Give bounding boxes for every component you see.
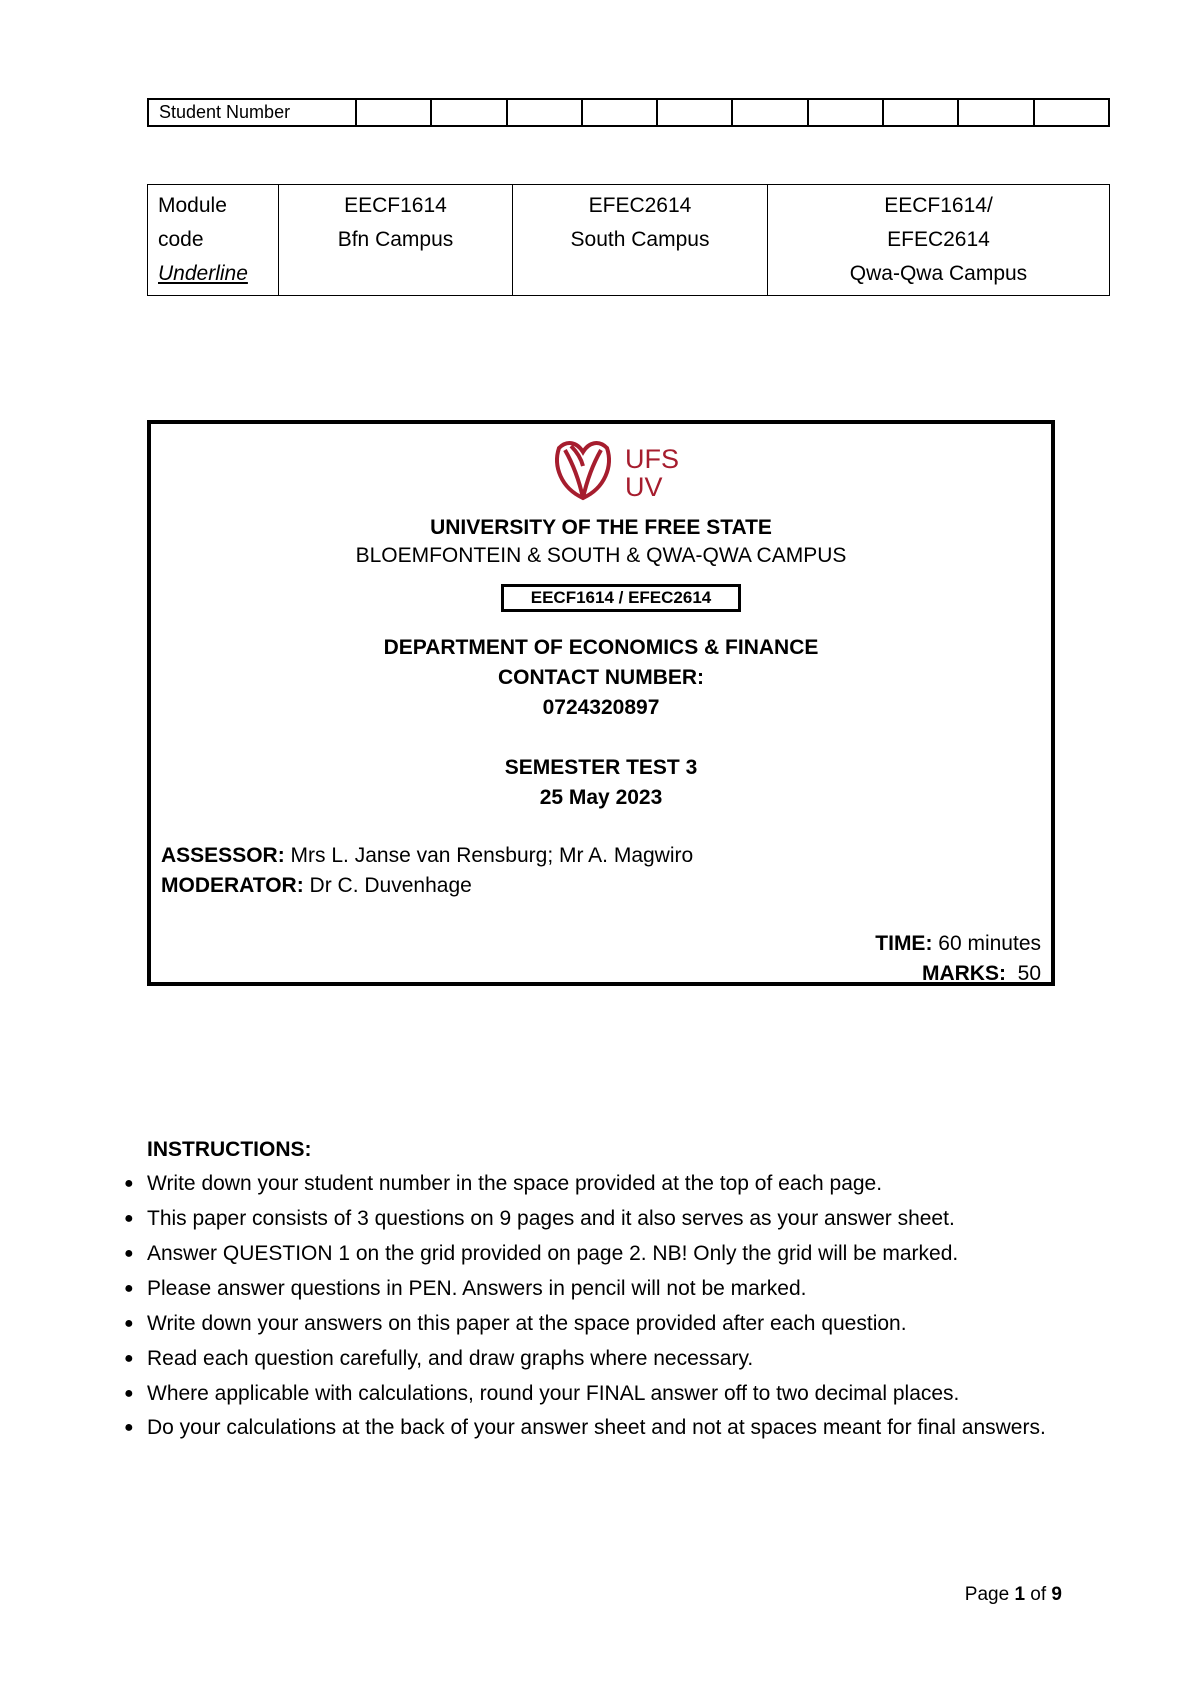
logo-text-ufs: UFS bbox=[625, 444, 679, 474]
bullet-icon: ● bbox=[124, 1280, 134, 1297]
module-code-value: EFEC2614 bbox=[588, 194, 692, 217]
instruction-item bbox=[122, 1166, 1062, 1201]
instruction-item bbox=[122, 1341, 1062, 1376]
module-code-label-line: code bbox=[158, 228, 204, 251]
page-number: 1 bbox=[1014, 1584, 1026, 1605]
department-name: DEPARTMENT OF ECONOMICS & FINANCE bbox=[383, 636, 819, 659]
page-total: 9 bbox=[1051, 1584, 1062, 1605]
instruction-text: Do your calculations at the back of your answer sheet and not at spaces meant for final answers. bbox=[147, 1416, 1046, 1439]
student-number-box[interactable] bbox=[431, 99, 506, 126]
instruction-text: Answer QUESTION 1 on the grid provided on page 2. NB! Only the grid will be marked. bbox=[147, 1242, 959, 1265]
module-code-table bbox=[147, 184, 1110, 296]
test-title: SEMESTER TEST 3 bbox=[504, 756, 698, 779]
assessor-label: ASSESSOR: bbox=[161, 844, 285, 867]
bullet-icon: ● bbox=[124, 1419, 134, 1436]
contact-label: CONTACT NUMBER: bbox=[497, 666, 705, 689]
marks-label: MARKS: bbox=[921, 962, 1006, 985]
bullet-icon: ● bbox=[124, 1175, 134, 1192]
assessor-names: Mrs L. Janse van Rensburg; Mr A. Magwiro bbox=[284, 844, 694, 867]
underline-instruction: Underline bbox=[158, 262, 248, 285]
instructions-list bbox=[122, 1166, 1062, 1445]
student-number-label: Student Number bbox=[148, 99, 356, 126]
instruction-item bbox=[122, 1376, 1062, 1411]
student-number-box[interactable] bbox=[507, 99, 582, 126]
instruction-text: Write down your student number in the space provided at the top of each page. bbox=[147, 1172, 883, 1195]
module-option-south[interactable] bbox=[513, 185, 768, 296]
instruction-text: This paper consists of 3 questions on 9 pages and it also serves as your answer sheet. bbox=[147, 1207, 955, 1230]
instruction-text: Write down your answers on this paper at the space provided after each question. bbox=[147, 1312, 907, 1335]
time-value: 60 minutes bbox=[932, 932, 1041, 955]
ufs-logo-mark bbox=[551, 436, 686, 506]
student-number-box[interactable] bbox=[808, 99, 883, 126]
page-footer bbox=[965, 1584, 1062, 1606]
campus-names: BLOEMFONTEIN & SOUTH & QWA-QWA CAMPUS bbox=[355, 544, 847, 567]
moderator-label: MODERATOR: bbox=[161, 874, 304, 897]
instruction-text: Where applicable with calculations, round your FINAL answer off to two decimal places. bbox=[147, 1382, 960, 1405]
marks-line bbox=[922, 962, 1041, 986]
module-option-qwaqwa[interactable] bbox=[768, 185, 1110, 296]
module-code-value: EFEC2614 bbox=[887, 228, 990, 251]
module-code-value: EECF1614/ bbox=[884, 194, 993, 217]
campus-name: South Campus bbox=[570, 228, 710, 251]
bullet-icon: ● bbox=[124, 1210, 134, 1227]
student-number-box[interactable] bbox=[356, 99, 431, 126]
student-number-table bbox=[147, 98, 1110, 127]
instructions-heading: INSTRUCTIONS: bbox=[147, 1138, 312, 1161]
module-code-value: EECF1614 bbox=[344, 194, 447, 217]
instruction-item bbox=[122, 1306, 1062, 1341]
student-number-box[interactable] bbox=[657, 99, 732, 126]
student-number-box[interactable] bbox=[883, 99, 958, 126]
module-code-box: EECF1614 / EFEC2614 bbox=[501, 584, 741, 612]
campus-name: Qwa-Qwa Campus bbox=[849, 262, 1028, 285]
instruction-item bbox=[122, 1271, 1062, 1306]
logo-text-uv: UV bbox=[625, 472, 663, 502]
ufs-logo bbox=[551, 436, 686, 506]
student-number-box[interactable] bbox=[582, 99, 657, 126]
campus-name: Bfn Campus bbox=[337, 228, 454, 251]
moderator-name: Dr C. Duvenhage bbox=[303, 874, 472, 897]
student-number-box[interactable] bbox=[1034, 99, 1109, 126]
page-label: Page bbox=[964, 1584, 1015, 1605]
module-code-label-cell bbox=[148, 185, 279, 296]
marks-value: 50 bbox=[1005, 962, 1041, 985]
page-of-label: of bbox=[1025, 1584, 1052, 1605]
assessor-line bbox=[161, 844, 693, 868]
instruction-item bbox=[122, 1201, 1062, 1236]
cover-info-box bbox=[147, 420, 1055, 986]
student-number-box[interactable] bbox=[732, 99, 807, 126]
time-label: TIME: bbox=[875, 932, 933, 955]
instruction-item bbox=[122, 1411, 1062, 1445]
instruction-text: Please answer questions in PEN. Answers in pencil will not be marked. bbox=[147, 1277, 807, 1300]
time-line bbox=[875, 932, 1041, 956]
instruction-text: Read each question carefully, and draw graphs where necessary. bbox=[147, 1347, 754, 1370]
instruction-item bbox=[122, 1236, 1062, 1271]
bullet-icon: ● bbox=[124, 1350, 134, 1367]
contact-number: 0724320897 bbox=[542, 696, 660, 719]
bullet-icon: ● bbox=[124, 1385, 134, 1402]
student-number-box[interactable] bbox=[958, 99, 1033, 126]
module-code-label-line: Module bbox=[158, 194, 227, 217]
moderator-line bbox=[161, 874, 472, 898]
university-name: UNIVERSITY OF THE FREE STATE bbox=[430, 516, 772, 539]
bullet-icon: ● bbox=[124, 1245, 134, 1262]
test-date: 25 May 2023 bbox=[539, 786, 663, 809]
bullet-icon: ● bbox=[124, 1315, 134, 1332]
module-option-bfn[interactable] bbox=[279, 185, 513, 296]
